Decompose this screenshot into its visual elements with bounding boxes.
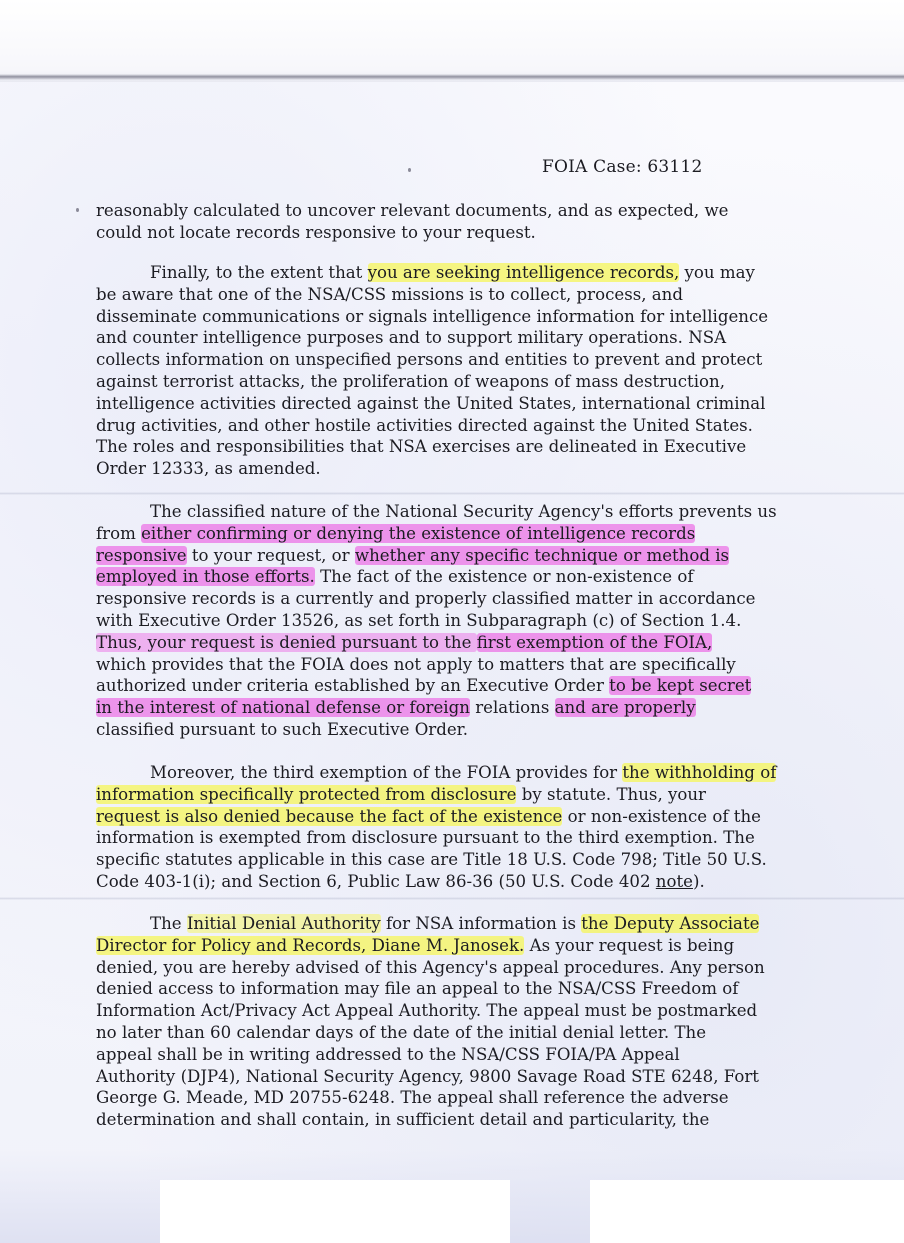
text-line [96,610,806,632]
highlighted-text: the Deputy Associate [581,914,760,933]
text-run: As your request is being [524,935,735,955]
text-line [96,262,806,284]
text-line [96,588,806,610]
highlighted-text: Initial Denial Authority [186,914,381,933]
text-line [96,327,806,349]
paragraph-search-result [96,200,806,244]
highlighted-text: to be kept secret [609,676,752,696]
text-run: could not locate records responsive to your request. [96,222,536,242]
highlighted-text: first exemption of the FOIA, [476,632,713,652]
text-run: specific statutes applicable in this case are Title 18 U.S. Code 798; Title 50 U.S. [96,850,767,870]
text-run: from [96,523,142,543]
text-run: authorized under criteria established by an Executive Order [96,676,610,696]
page-fold-top [0,0,904,82]
highlighted-text: Thus, your request is denied pursuant to the [96,632,477,652]
paragraph-classified-nature [96,501,806,741]
text-run: and counter intelligence purposes and to support military operations. NSA [96,328,727,348]
paragraph-intelligence-records [96,262,806,480]
text-run: with Executive Order 13526, as set forth in Subparagraph (c) of Section 1.4. [96,610,742,630]
text-line [96,806,806,828]
text-run: responsive records is a currently and properly classified matter in accordance [96,589,756,609]
text-line [96,501,806,523]
text-line [96,913,806,935]
text-line [96,349,806,371]
text-line [96,1044,806,1066]
text-run: denied, you are hereby advised of this Agency's appeal procedures. Any person [96,957,765,977]
text-run: appeal shall be in writing addressed to the NSA/CSS FOIA/PA Appeal [96,1044,680,1064]
text-line [96,871,806,893]
bottom-paper-patch [590,1180,904,1243]
text-line [96,458,806,480]
text-line [96,545,806,567]
text-line [96,632,806,654]
text-run: collects information on unspecified persons and entities to prevent and protect [96,350,763,370]
text-run: to your request, or [186,545,355,565]
highlighted-text: either confirming or denying the existence of intelligence records [141,523,696,543]
underlined-text: note [655,871,693,891]
text-run: The [150,914,187,933]
highlighted-text: responsive [96,545,187,565]
text-run: intelligence activities directed against the United States, international criminal [96,393,766,413]
text-run: disseminate communications or signals intelligence information for intelligence [96,306,769,326]
text-run: for NSA information is [380,914,582,933]
text-line [96,566,806,588]
text-line [96,654,806,676]
text-run: Moreover, the third exemption of the FOIA provides for [150,763,623,782]
text-run: which provides that the FOIA does not apply to matters that are specifically [96,654,736,674]
highlighted-text: Director for Policy and Records, Diane M. Janosek. [96,935,525,955]
text-run: The fact of the existence or non-existence of [314,567,694,587]
paragraph-third-exemption [96,762,806,893]
text-line [96,200,806,222]
text-line [96,393,806,415]
highlighted-text: and are properly [554,698,696,718]
text-run: no later than 60 calendar days of the date of the initial denial letter. The [96,1022,707,1042]
text-run: or non-existence of the [562,806,761,826]
text-line [96,762,806,784]
paragraph-appeal-procedures [96,913,806,1131]
scan-speck [76,208,79,212]
text-line [96,784,806,806]
bottom-paper-patch [160,1180,510,1243]
text-line [96,1022,806,1044]
highlighted-text: employed in those efforts. [96,567,315,587]
text-line [96,697,806,719]
text-line [96,1109,806,1131]
text-line [96,827,806,849]
paper-crease [0,492,904,495]
text-run: ). [692,871,705,891]
text-line [96,306,806,328]
text-run: Information Act/Privacy Act Appeal Authority. The appeal must be postmarked [96,1001,758,1021]
text-line [96,222,806,244]
text-run: classified pursuant to such Executive Order. [96,719,469,739]
text-run: information is exempted from disclosure pursuant to the third exemption. The [96,828,755,848]
text-run: The classified nature of the National Security Agency's efforts prevents us [150,502,777,521]
text-run: drug activities, and other hostile activities directed against the United States. [96,415,753,435]
text-line [96,719,806,741]
text-line [96,1066,806,1088]
highlighted-text: the withholding of [622,763,777,782]
text-line [96,284,806,306]
scan-speck [408,168,411,172]
text-run: be aware that one of the NSA/CSS missions is to collect, process, and [96,284,683,304]
text-run: The roles and responsibilities that NSA exercises are delineated in Executive [96,437,747,457]
text-run: Code 403-1(i); and Section 6, Public Law 86-36 (50 U.S. Code 402 [96,871,656,891]
text-run: denied access to information may file an appeal to the NSA/CSS Freedom of [96,979,739,999]
text-run: Finally, to the extent that [150,263,368,282]
text-line [96,849,806,871]
fold-edge-line [0,74,904,80]
text-line [96,523,806,545]
text-line [96,957,806,979]
highlighted-text: information specifically protected from disclosure [96,784,517,804]
text-run: reasonably calculated to uncover relevant documents, and as expected, we [96,201,729,220]
text-line [96,675,806,697]
text-run: determination and shall contain, in sufficient detail and particularity, the [96,1110,710,1130]
text-run: Order 12333, as amended. [96,459,321,479]
paper-crease [0,897,904,900]
highlighted-text: request is also denied because the fact of the existence [96,806,563,826]
text-line [96,415,806,437]
text-line [96,978,806,1000]
text-run: you may [679,263,755,282]
text-line [96,1087,806,1109]
text-run: Authority (DJP4), National Security Agency, 9800 Savage Road STE 6248, Fort [96,1066,759,1086]
text-run: against terrorist attacks, the proliferation of weapons of mass destruction, [96,371,725,391]
highlighted-text: in the interest of national defense or foreign [96,698,470,718]
text-line [96,935,806,957]
text-line [96,436,806,458]
text-line [96,1000,806,1022]
text-run: George G. Meade, MD 20755-6248. The appeal shall reference the adverse [96,1088,729,1108]
text-run: by statute. Thus, your [516,784,706,804]
highlighted-text: you are seeking intelligence records, [367,263,680,282]
foia-case-number: FOIA Case: 63112 [542,157,703,177]
text-line [96,371,806,393]
highlighted-text: whether any specific technique or method is [354,545,730,565]
text-run: relations [469,698,555,718]
